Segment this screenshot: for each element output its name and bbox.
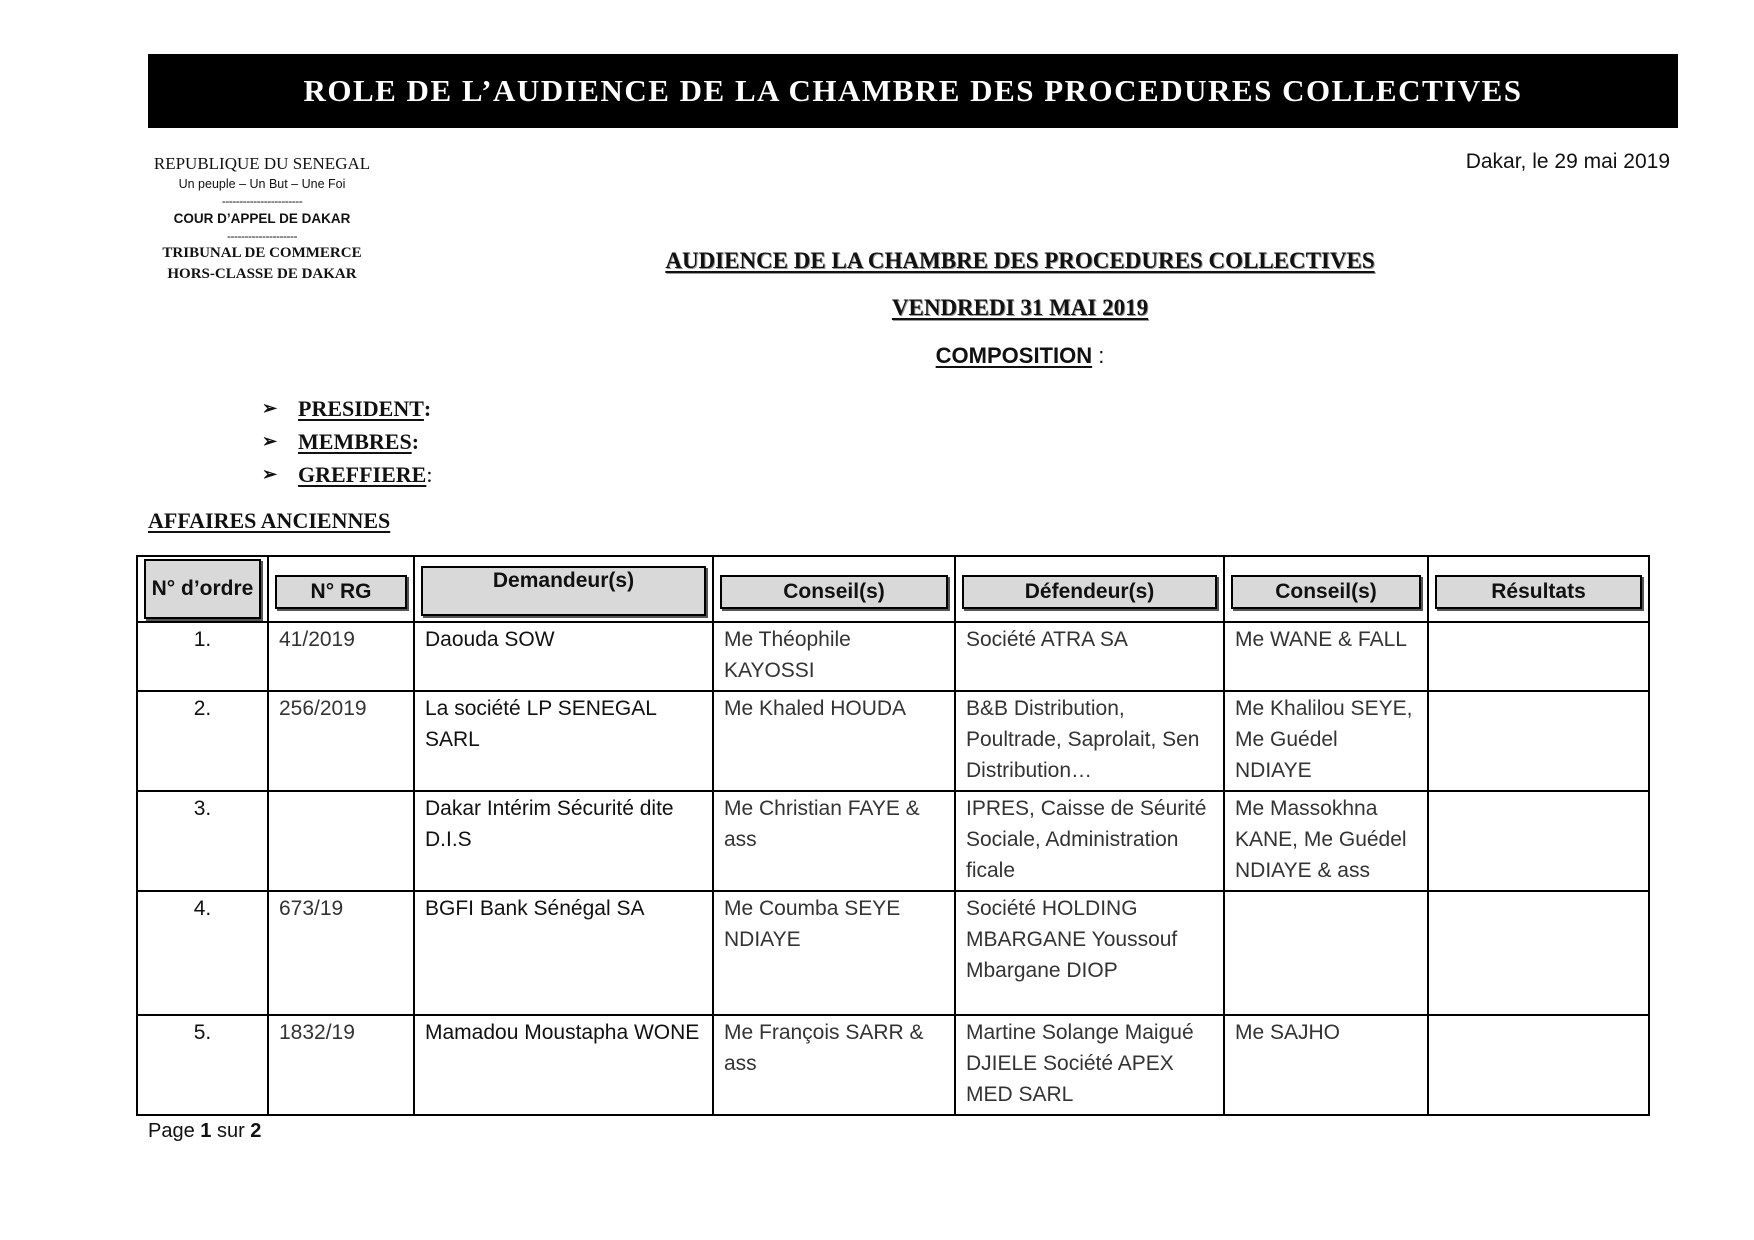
table-row <box>137 891 1649 1015</box>
page-current: 1 <box>200 1120 212 1142</box>
page-number <box>148 1120 261 1143</box>
tribunal-name-line1: TRIBUNAL DE COMMERCE <box>162 245 362 261</box>
header-label: N° RG <box>275 575 407 609</box>
cell-defendeur: B&B Distribution, Poultrade, Saprolait, Sen Distribution… <box>955 691 1224 791</box>
arrow-bullet-icon: ➢ <box>262 431 278 451</box>
separator: ----------------------- <box>221 194 303 208</box>
list-item <box>262 392 432 425</box>
composition-label: COMPOSITION <box>935 343 1093 368</box>
cell-conseil: Me SAJHO <box>1224 1015 1428 1115</box>
republic-motto: Un peuple – Un But – Une Foi <box>178 177 346 191</box>
page-prefix: Page <box>148 1120 201 1142</box>
audience-date-heading <box>590 295 1450 321</box>
cell-resultats <box>1428 791 1649 891</box>
composition-list <box>262 392 432 491</box>
arrow-bullet-icon: ➢ <box>262 464 278 484</box>
cell-resultats <box>1428 691 1649 791</box>
cell-rg: 41/2019 <box>268 622 414 691</box>
column-header-ordre <box>137 556 268 622</box>
column-header-rg <box>268 556 414 622</box>
header-label: Demandeur(s) <box>421 566 706 616</box>
court-name: COUR D’APPEL DE DAKAR <box>173 211 351 226</box>
cases-table <box>136 555 1650 1116</box>
role-label: MEMBRES <box>298 428 412 454</box>
cell-conseil: Me Khalilou SEYE, Me Guédel NDIAYE <box>1224 691 1428 791</box>
cell-demandeur: Dakar Intérim Sécurité dite D.I.S <box>414 791 713 891</box>
role-label: GREFFIERE <box>298 461 427 487</box>
table-header-row <box>137 556 1649 622</box>
audience-heading <box>590 248 1450 274</box>
table-row <box>137 622 1649 691</box>
cell-conseil: Me Massokhna KANE, Me Guédel NDIAYE & ass <box>1224 791 1428 891</box>
cell-rg: 1832/19 <box>268 1015 414 1115</box>
composition-heading <box>590 343 1450 369</box>
cell-conseil: Me Khaled HOUDA <box>713 691 955 791</box>
cell-rg <box>268 791 414 891</box>
header-label: Résultats <box>1435 575 1642 609</box>
table-row <box>137 691 1649 791</box>
list-item <box>262 425 432 458</box>
cell-conseil: Me Théophile KAYOSSI <box>713 622 955 691</box>
cell-demandeur: Daouda SOW <box>414 622 713 691</box>
republic-name: REPUBLIQUE DU SENEGAL <box>153 154 371 173</box>
role-colon: : <box>423 395 432 421</box>
header-label: N° d’ordre <box>144 559 261 619</box>
cell-defendeur: Martine Solange Maigué DJIELE Société APEX MED SARL <box>955 1015 1224 1115</box>
column-header-conseil <box>1224 556 1428 622</box>
document-date: Dakar, le 29 mai 2019 <box>1465 150 1670 173</box>
page-total: 2 <box>250 1120 262 1142</box>
cell-defendeur: IPRES, Caisse de Séurité Sociale, Administration ficale <box>955 791 1224 891</box>
title-banner <box>148 54 1678 128</box>
header-label: Défendeur(s) <box>962 575 1217 609</box>
cell-num: 5. <box>137 1015 268 1115</box>
list-item <box>262 458 432 491</box>
cell-conseil: Me Coumba SEYE NDIAYE <box>713 891 955 1015</box>
header-label: Conseil(s) <box>720 575 948 609</box>
cell-num: 1. <box>137 622 268 691</box>
cell-resultats <box>1428 622 1649 691</box>
role-colon: : <box>426 461 433 487</box>
table-row <box>137 1015 1649 1115</box>
role-colon: : <box>411 428 420 454</box>
page-mid: sur <box>211 1120 251 1142</box>
cell-demandeur: La société LP SENEGAL SARL <box>414 691 713 791</box>
header-label: Conseil(s) <box>1231 575 1421 609</box>
cell-num: 3. <box>137 791 268 891</box>
audience-title: AUDIENCE DE LA CHAMBRE DES PROCEDURES COLLECTIVES <box>665 248 1375 273</box>
cell-resultats <box>1428 1015 1649 1115</box>
column-header-conseil <box>713 556 955 622</box>
cell-num: 2. <box>137 691 268 791</box>
separator: -------------------- <box>227 229 297 243</box>
arrow-bullet-icon: ➢ <box>262 398 278 418</box>
column-header-demandeur <box>414 556 713 622</box>
cell-demandeur: BGFI Bank Sénégal SA <box>414 891 713 1015</box>
cell-rg: 256/2019 <box>268 691 414 791</box>
table-row <box>137 791 1649 891</box>
letterhead <box>132 154 392 285</box>
cell-conseil: Me Christian FAYE & ass <box>713 791 955 891</box>
tribunal-name-line2: HORS-CLASSE DE DAKAR <box>167 266 357 282</box>
banner-title: ROLE DE L’AUDIENCE DE LA CHAMBRE DES PROCEDURES COLLECTIVES <box>303 73 1523 108</box>
composition-colon: : <box>1092 343 1105 368</box>
role-label: PRESIDENT <box>298 395 424 421</box>
cell-resultats <box>1428 891 1649 1015</box>
cell-defendeur: Société HOLDING MBARGANE Youssouf Mbargane DIOP <box>955 891 1224 1015</box>
cell-num: 4. <box>137 891 268 1015</box>
cell-conseil: Me WANE & FALL <box>1224 622 1428 691</box>
cell-conseil <box>1224 891 1428 1015</box>
cell-defendeur: Société ATRA SA <box>955 622 1224 691</box>
cell-rg: 673/19 <box>268 891 414 1015</box>
cell-demandeur: Mamadou Moustapha WONE <box>414 1015 713 1115</box>
cell-conseil: Me François SARR & ass <box>713 1015 955 1115</box>
column-header-defendeur <box>955 556 1224 622</box>
audience-day: VENDREDI 31 MAI 2019 <box>891 295 1149 320</box>
section-title: AFFAIRES ANCIENNES <box>148 508 391 533</box>
column-header-resultats <box>1428 556 1649 622</box>
